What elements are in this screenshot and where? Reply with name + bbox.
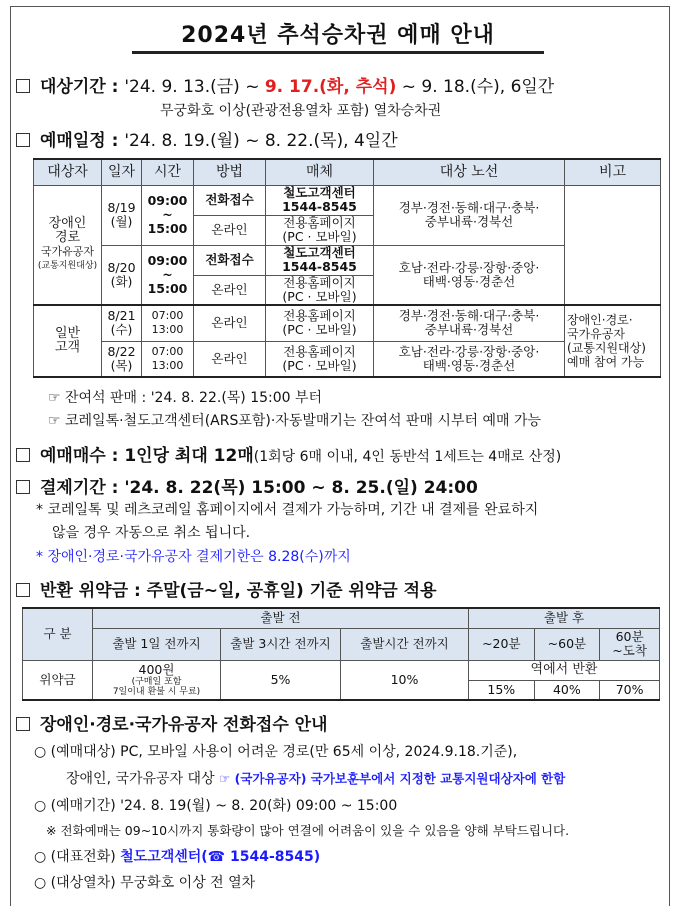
- group-general: 일반 고객: [34, 305, 102, 377]
- checkbox-icon: [16, 583, 30, 597]
- media: 전용홈페이지 (PC · 모바일): [266, 215, 374, 245]
- th: ~60분: [534, 628, 600, 660]
- payment-deadline-note: * 장애인·경로·국가유공자 결제기한은 8.28(수)까지: [36, 549, 351, 565]
- checkbox-icon: [16, 480, 30, 494]
- th: 출발 후: [469, 608, 660, 628]
- checkbox-icon: [16, 133, 30, 147]
- refund-table: [22, 607, 660, 701]
- th: 출발 1일 전까지: [93, 628, 221, 660]
- table-row: [34, 185, 661, 215]
- fee-20m: 15%: [469, 680, 535, 700]
- item-period-note: ※ 전화예매는 09~10시까지 통화량이 많아 연결에 어려움이 있을 수 있음을 양해 부탁드립니다.: [46, 823, 570, 838]
- method-online: 온라인: [194, 215, 266, 245]
- refund-heading: [16, 576, 437, 601]
- period-start: '24. 9. 13.(금) ~: [124, 77, 265, 97]
- th: 대상자: [34, 159, 102, 185]
- fee-departure: 10%: [341, 660, 469, 700]
- note-remaining: ☞ 잔여석 판매 : '24. 8. 22.(목) 15:00 부터: [48, 390, 323, 406]
- checkbox-icon: [16, 79, 30, 93]
- item-target-2: 장애인, 국가유공자 대상 ☞ (국가유공자) 국가보훈부에서 지정한 교통지원대상자에 한함: [66, 771, 566, 787]
- media: 전용홈페이지 (PC · 모바일): [266, 305, 374, 341]
- media: 철도고객센터 1544-8545: [266, 245, 374, 275]
- limit-label: 예매매수 : 1인당 최대 12매: [40, 446, 254, 466]
- remark: 장애인·경로· 국가유공자 (교통지원대상) 예매 참여 가능: [565, 305, 661, 377]
- item-period: ○ (예매기간) '24. 8. 19(월) ~ 8. 20(화) 09:00 ~ 15:00: [34, 798, 398, 814]
- note-korail: ☞ 코레일톡·철도고객센터(ARS포함)·자동발매기는 잔여석 판매 시부터 예매 가능: [48, 413, 541, 429]
- fee-arrival: 70%: [600, 680, 660, 700]
- station-refund: 역에서 반환: [469, 660, 660, 680]
- th: 60분 ~도착: [600, 628, 660, 660]
- period-sub: 무궁화호 이상(관광전용열차 포함) 열차승차권: [160, 103, 442, 119]
- payment-label: 결제기간 : '24. 8. 22(목) 15:00 ~ 8. 25.(일) 24:00: [40, 478, 478, 498]
- th: 대상 노선: [374, 159, 565, 185]
- fee-60m: 40%: [534, 680, 600, 700]
- row-label: 위약금: [23, 660, 93, 700]
- period-holiday: 9. 17.(화, 추석): [264, 77, 397, 97]
- payment-note: 않을 경우 자동으로 취소 됩니다.: [52, 525, 251, 541]
- phone-label: 장애인·경로·국가유공자 전화접수 안내: [40, 715, 328, 735]
- payment-heading: [16, 473, 478, 498]
- item-phone: ○ (대표전화) 철도고객센터(☎ 1544-8545): [34, 849, 321, 865]
- routes: 호남·전라·강릉·장항·중앙· 태백·영동·경춘선: [374, 245, 565, 305]
- fee-3h: 5%: [221, 660, 341, 700]
- th: 일자: [102, 159, 142, 185]
- fee-1day: 400원 (구매일 포함 7일이내 환불 시 무료): [93, 660, 221, 700]
- item-trains: ○ (대상열차) 무궁화호 이상 전 열차: [34, 875, 256, 891]
- time: 09:00 ~ 15:00: [142, 185, 194, 245]
- limit-heading: [16, 441, 561, 466]
- phone-heading: [16, 710, 328, 735]
- time: 09:00 ~ 15:00: [142, 245, 194, 305]
- page-title: 2024년 추석승차권 예매 안내: [132, 18, 544, 54]
- table-row: [34, 305, 661, 341]
- media: 전용홈페이지 (PC · 모바일): [266, 275, 374, 305]
- method-online: 온라인: [194, 275, 266, 305]
- checkbox-icon: [16, 717, 30, 731]
- th: ~20분: [469, 628, 535, 660]
- th: 출발 3시간 전까지: [221, 628, 341, 660]
- period-label: 대상기간 :: [40, 77, 119, 97]
- period-heading: [16, 72, 554, 97]
- time: 07:00 13:00: [142, 305, 194, 341]
- booking-label: 예매일정 :: [40, 131, 119, 151]
- th: 출발 전: [93, 608, 469, 628]
- method-phone: 전화접수: [194, 185, 266, 215]
- method-online: 온라인: [194, 305, 266, 341]
- period-end: ~ 9. 18.(수), 6일간: [396, 77, 555, 97]
- routes: 경부·경전·동해·대구·충북· 중부내륙·경북선: [374, 305, 565, 341]
- routes: 호남·전라·강릉·장항·중앙· 태백·영동·경춘선: [374, 341, 565, 377]
- limit-detail: (1회당 6매 이내, 4인 동반석 1세트는 4매로 산정): [253, 449, 562, 465]
- th: 방법: [194, 159, 266, 185]
- date: 8/19 (월): [102, 185, 142, 245]
- method-phone: 전화접수: [194, 245, 266, 275]
- schedule-table: [33, 158, 661, 378]
- method-online: 온라인: [194, 341, 266, 377]
- booking-text: '24. 8. 19.(월) ~ 8. 22.(목), 4일간: [124, 131, 398, 151]
- routes: 경부·경전·동해·대구·충북· 중부내륙·경북선: [374, 185, 565, 245]
- booking-heading: [16, 126, 398, 151]
- date: 8/21 (수): [102, 305, 142, 341]
- date: 8/20 (화): [102, 245, 142, 305]
- th: 비고: [565, 159, 661, 185]
- th: 구 분: [23, 608, 93, 660]
- checkbox-icon: [16, 448, 30, 462]
- payment-note: * 코레일톡 및 레츠코레일 홈페이지에서 결제가 가능하며, 기간 내 결제를 완료하지: [36, 502, 539, 518]
- media: 철도고객센터 1544-8545: [266, 185, 374, 215]
- media: 전용홈페이지 (PC · 모바일): [266, 341, 374, 377]
- date: 8/22 (목): [102, 341, 142, 377]
- table-row: [23, 660, 660, 680]
- th: 출발시간 전까지: [341, 628, 469, 660]
- th: 매체: [266, 159, 374, 185]
- item-target: ○ (예매대상) PC, 모바일 사용이 어려운 경로(만 65세 이상, 2024.9.18.기준),: [34, 744, 518, 760]
- group-disabled: 장애인 경로 국가유공자 (교통지원대상): [34, 185, 102, 305]
- time: 07:00 13:00: [142, 341, 194, 377]
- refund-label: 반환 위약금 : 주말(금~일, 공휴일) 기준 위약금 적용: [40, 581, 437, 601]
- th: 시간: [142, 159, 194, 185]
